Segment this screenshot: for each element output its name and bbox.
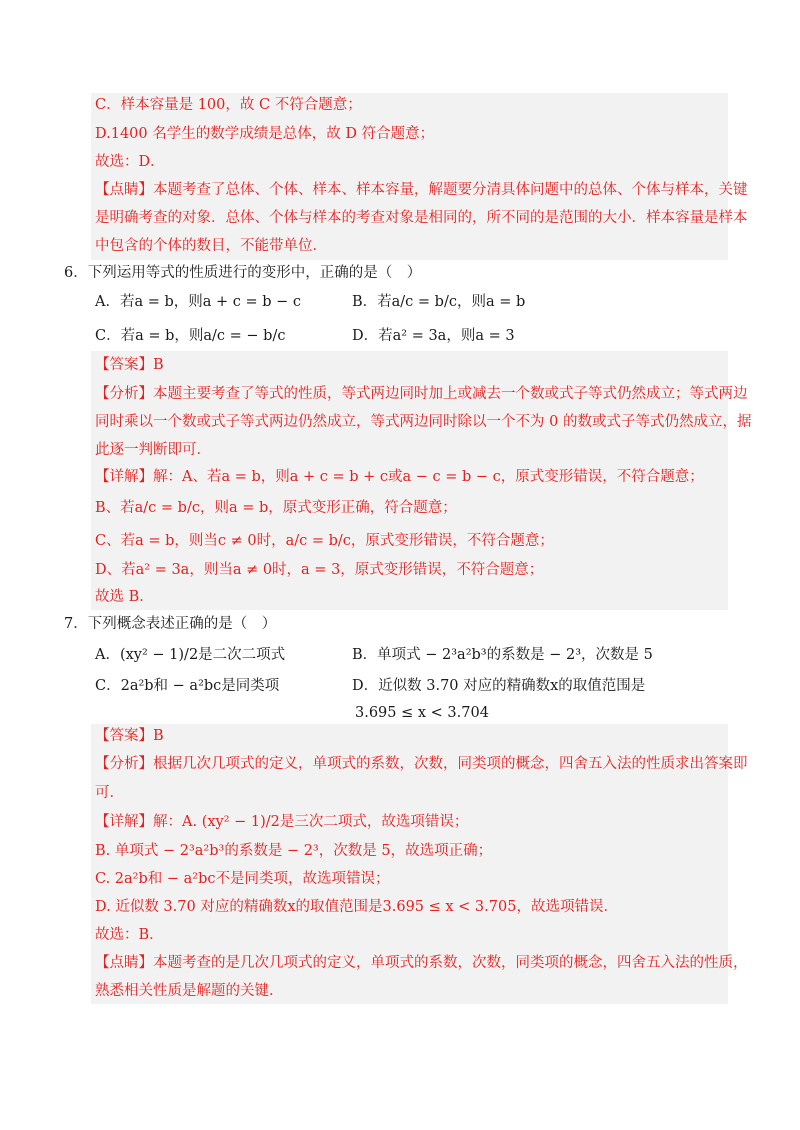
q7-detail-d: D. 近似数 3.70 对应的精确数x的取值范围是3.695 ≤ x < 3.705，故选项错误． bbox=[95, 899, 618, 915]
q7-option-a: A．(xy² − 1)/2是二次二项式 bbox=[95, 647, 286, 663]
q5-option-d-note: D.1400 名学生的数学成绩是总体，故 D 符合题意； bbox=[95, 126, 435, 142]
q5-point-line-2: 是明确考查的对象．总体、个体与样本的考查对象是相同的，所不同的是范围的大小．样本容量是样本 bbox=[95, 210, 748, 226]
q6-answer: 【答案】B bbox=[95, 357, 164, 373]
q7-answer: 【答案】B bbox=[95, 728, 164, 744]
q6-detail-a: 【详解】解：A、若a = b，则a + c = b + c或a − c = b − c，原式变形错误，不符合题意； bbox=[95, 469, 704, 485]
q6-detail-c: C、若a = b，则当c ≠ 0时，a/c = b/c，原式变形错误，不符合题意； bbox=[95, 533, 554, 549]
q5-point-line-3: 中包含的个体的数目，不能带单位． bbox=[95, 238, 327, 254]
q5-option-c-note: C．样本容量是 100，故 C 不符合题意； bbox=[95, 97, 362, 113]
q6-analysis-line-1: 【分析】本题主要考查了等式的性质，等式两边同时加上或减去一个数或式子等式仍然成立；等式两边 bbox=[95, 386, 748, 402]
q5-point-line-1: 【点睛】本题考查了总体、个体、样本、样本容量，解题要分清具体问题中的总体、个体与样本，关键 bbox=[95, 182, 748, 198]
q6-option-a: A．若a = b，则a + c = b − c bbox=[95, 294, 302, 310]
q6-option-b: B．若a/c = b/c，则a = b bbox=[352, 294, 526, 310]
q7-choose: 故选：B． bbox=[95, 927, 164, 943]
q6-stem: 6．下列运用等式的性质进行的变形中，正确的是（ ） bbox=[64, 265, 422, 281]
q6-option-c: C．若a = b，则a/c = − b/c bbox=[95, 328, 286, 344]
q7-option-b: B．单项式 − 2³a²b³的系数是 − 2³，次数是 5 bbox=[352, 647, 653, 663]
q6-analysis-line-2: 同时乘以一个数或式子等式两边仍然成立，等式两边同时除以一个不为 0 的数或式子等式仍然成立，据 bbox=[95, 414, 752, 430]
q5-solution-block bbox=[91, 93, 728, 260]
q6-detail-b: B、若a/c = b/c，则a = b，原式变形正确，符合题意； bbox=[95, 500, 457, 516]
q6-analysis-line-3: 此逐一判断即可． bbox=[95, 442, 211, 458]
q6-detail-d: D、若a² = 3a，则当a ≠ 0时，a = 3，原式变形错误，不符合题意； bbox=[95, 562, 544, 578]
q7-detail-c: C. 2a²b和 − a²bc不是同类项，故选项错误； bbox=[95, 871, 390, 887]
q7-detail-b: B. 单项式 − 2³a²b³的系数是 − 2³，次数是 5，故选项正确； bbox=[95, 843, 493, 859]
q5-choose: 故选：D． bbox=[95, 154, 165, 170]
q7-option-d-line-1: D．近似数 3.70 对应的精确数x的取值范围是 bbox=[352, 678, 646, 694]
q7-analysis-line-2: 可． bbox=[95, 785, 124, 801]
q7-point-line-2: 熟悉相关性质是解题的关键． bbox=[95, 983, 284, 999]
q6-choose: 故选 B． bbox=[95, 589, 154, 605]
q7-detail-a: 【详解】解：A. (xy² − 1)/2是三次二项式，故选项错误； bbox=[95, 814, 469, 830]
q7-point-line-1: 【点睛】本题考查的是几次几项式的定义，单项式的系数，次数，同类项的概念，四舍五入法的性质， bbox=[95, 955, 748, 971]
q6-option-d: D．若a² = 3a，则a = 3 bbox=[352, 328, 515, 344]
q7-stem: 7．下列概念表述正确的是（ ） bbox=[64, 616, 277, 632]
q7-analysis-line-1: 【分析】根据几次几项式的定义，单项式的系数，次数，同类项的概念，四舍五入法的性质求出答案即 bbox=[95, 756, 748, 772]
q7-option-d-line-2: 3.695 ≤ x < 3.704 bbox=[355, 705, 489, 721]
q7-option-c: C．2a²b和 − a²bc是同类项 bbox=[95, 678, 280, 694]
